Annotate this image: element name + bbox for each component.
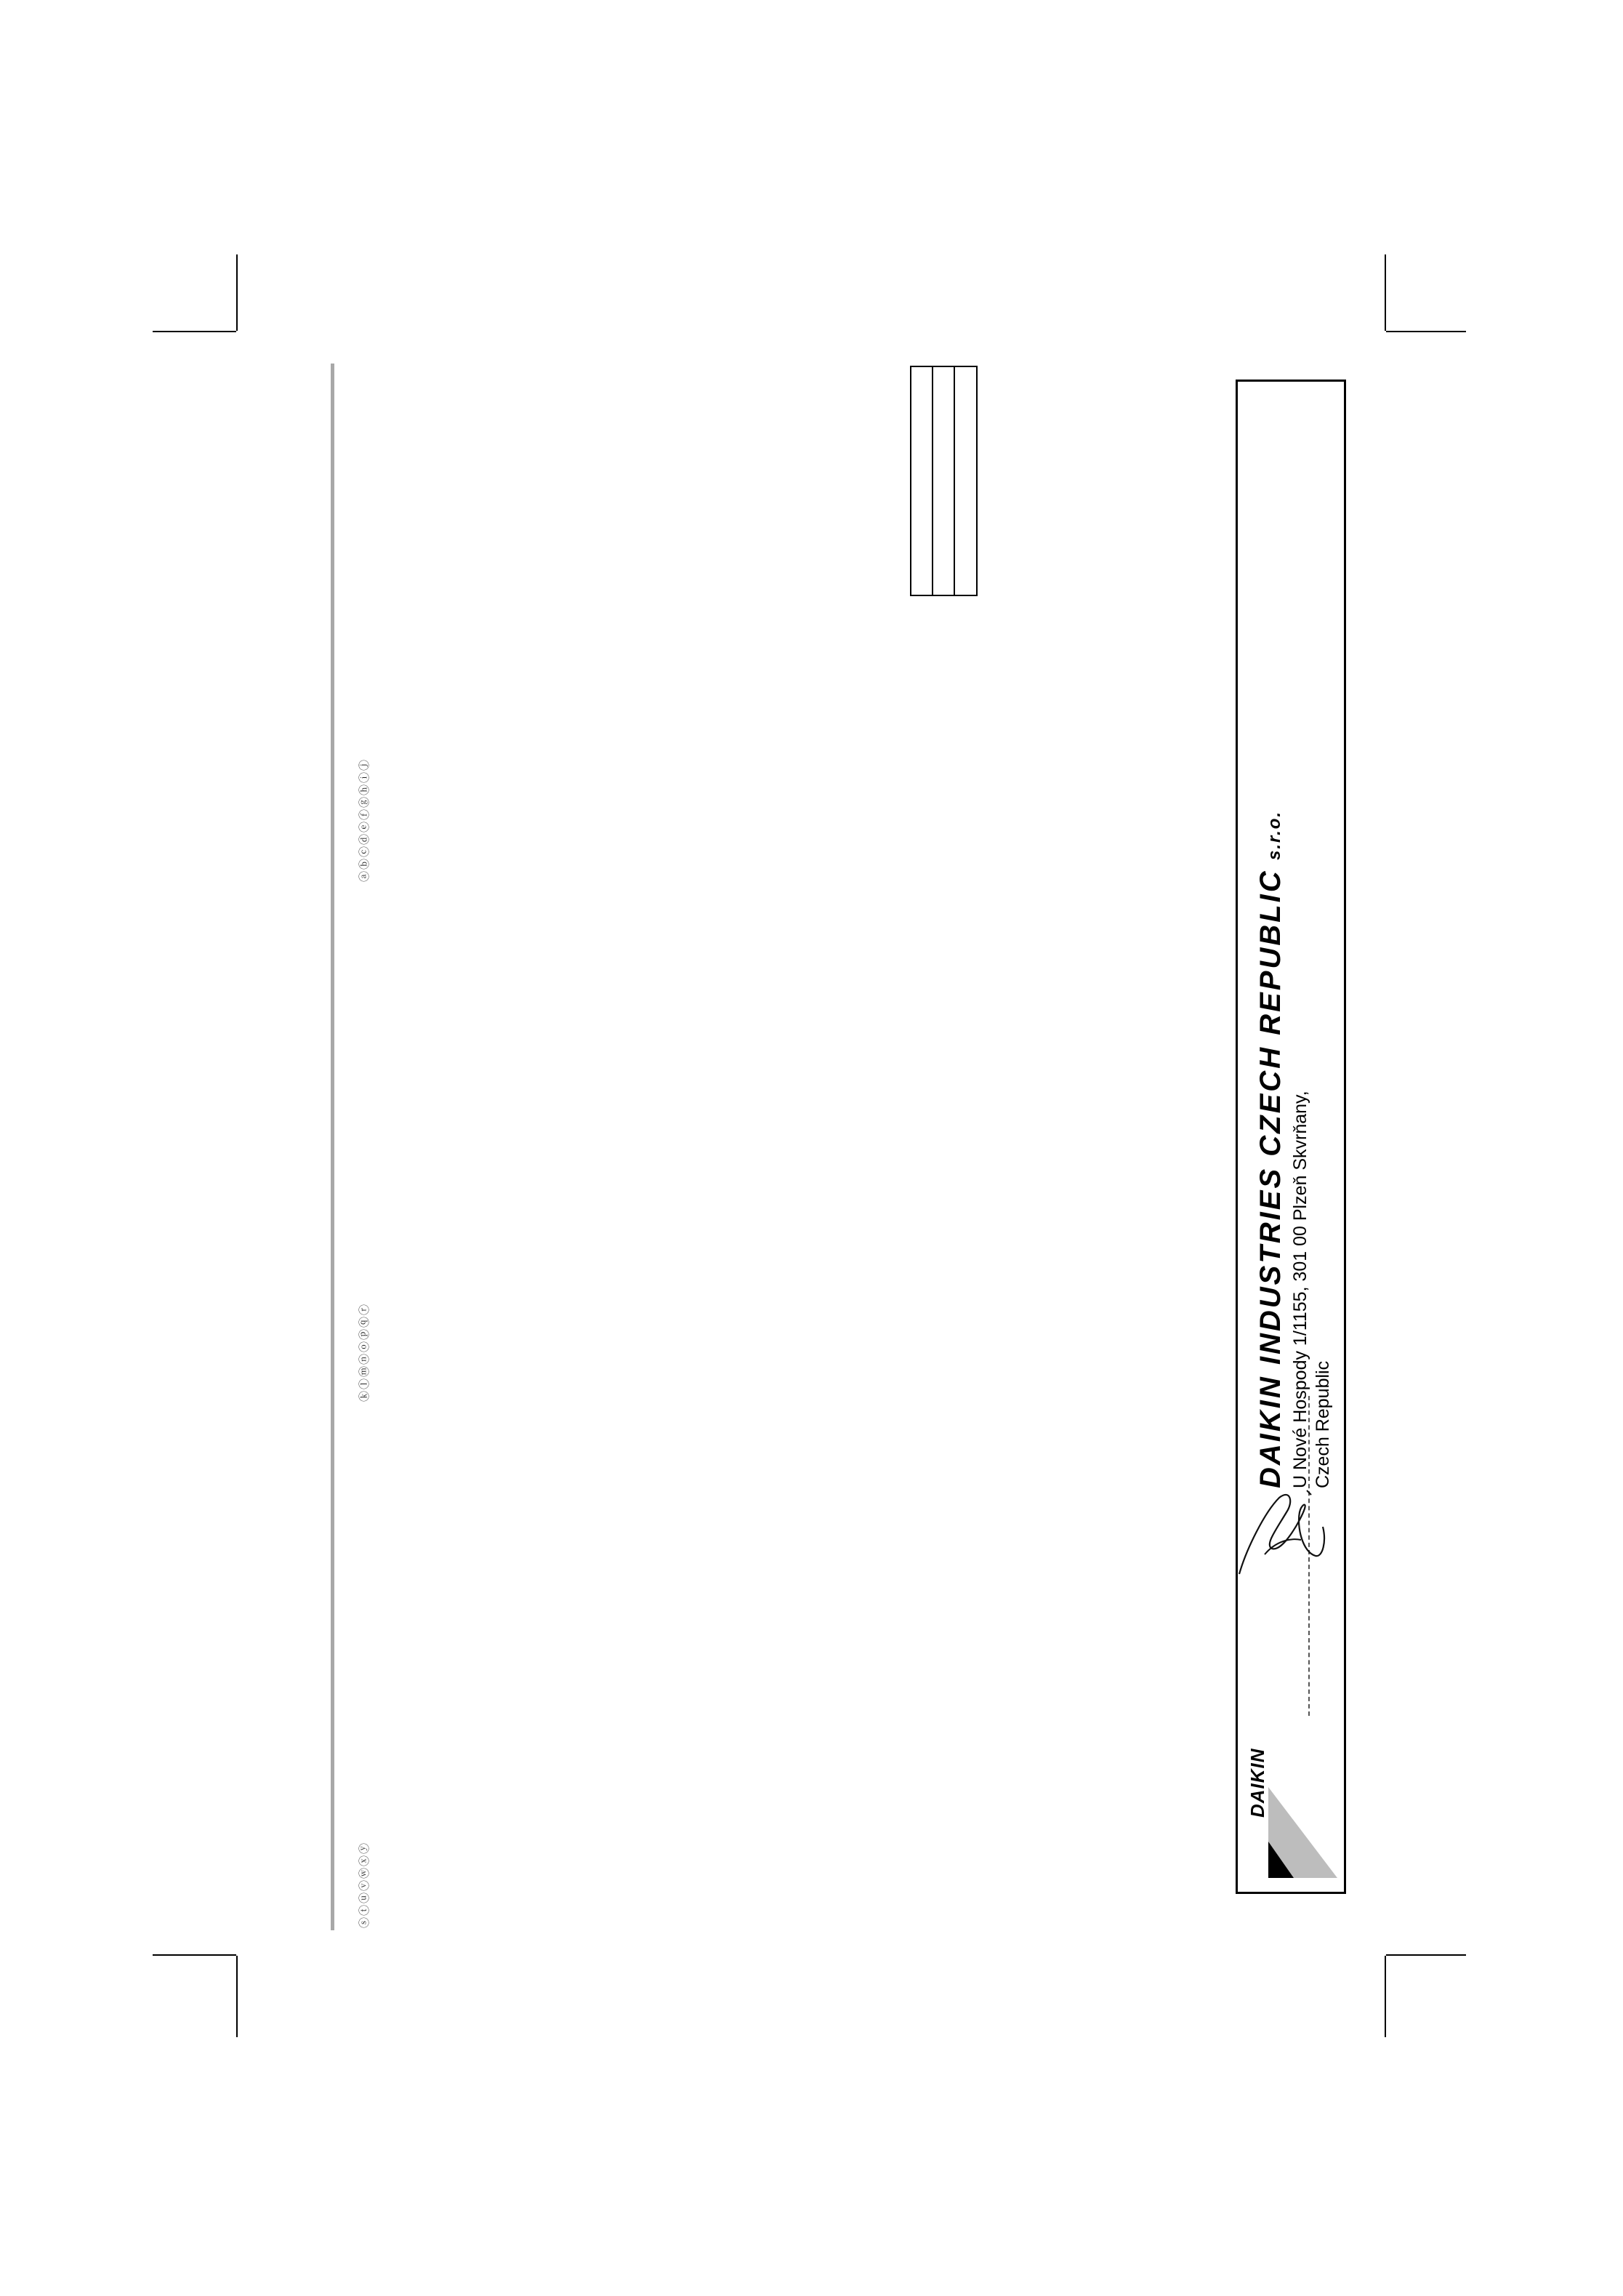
marker-group-2: ⓚⓛⓜⓝⓞⓟⓠⓡ	[358, 1302, 371, 1402]
company-name: DAIKIN INDUSTRIES CZECH REPUBLIC	[1254, 869, 1286, 1488]
marker-group-3: ⓢⓣⓤⓥⓦⓧⓨ	[358, 1841, 371, 1928]
address-line-1: U Nové Hospody 1/1155, 301 00 Plzeň Skvrňany,	[1290, 1091, 1310, 1488]
marker-group-1: ⓐⓑⓒⓓⓔⓕⓖⓗⓘⓙ	[358, 758, 371, 882]
margin-rule	[331, 364, 334, 1930]
logo-text: DAIKIN	[1247, 1748, 1268, 1818]
table-divider	[954, 367, 955, 595]
company-suffix: s.r.o.	[1265, 810, 1284, 860]
daikin-logo	[1247, 1748, 1337, 1878]
company-box	[1236, 380, 1346, 1894]
table-divider	[932, 367, 933, 595]
signature-icon	[1221, 1469, 1337, 1592]
company-name-line	[1254, 811, 1287, 1488]
address-line-2: Czech Republic	[1313, 1360, 1333, 1488]
empty-table	[910, 366, 978, 596]
